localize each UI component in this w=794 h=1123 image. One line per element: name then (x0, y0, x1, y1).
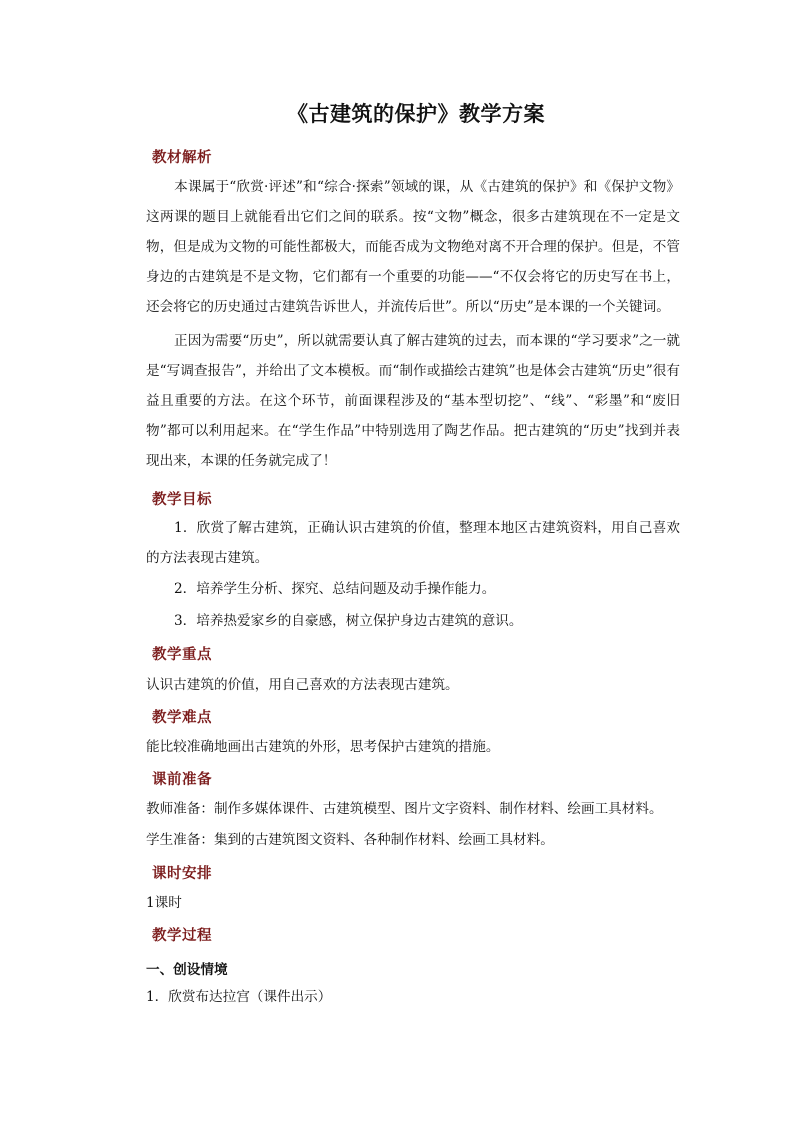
heading-prep: 课前准备 (152, 771, 212, 788)
process-item-1: 1．欣赏布达拉宫（课件出示） (146, 989, 332, 1005)
goal-item-3 (146, 606, 686, 636)
goal-item-1 (146, 513, 680, 573)
analysis-paragraph-1-text: 本课属于“欣赏·评述”和“综合·探索”领域的课，从《古建筑的保护》和《保护文物》这两课的题目上就能看出它们之间的联系。按“文物”概念，很多古建筑现在不一定是文物，但是成为文物的可能性都极大，而能否成为文物绝对离不开合理的保护。但是，不管身边的古建筑是不是文物，它们都有一个重要的功能——“不仅会将它的历史写在书上，还会将它的历史通过古建筑告诉世人，并流传后世”。所以“历史”是本课的一个关键词。 (146, 179, 680, 315)
goal-item-3-text: 3．培养热爱家乡的自豪感，树立保护身边古建筑的意识。 (174, 613, 523, 629)
prep-student: 学生准备：集到的古建筑图文资料、各种制作材料、绘画工具材料。 (146, 832, 554, 848)
heading-difficulty: 教学难点 (152, 709, 212, 726)
goal-item-2 (146, 574, 686, 604)
heading-schedule: 课时安排 (152, 865, 212, 882)
process-step-1: 一、创设情境 (146, 962, 228, 978)
prep-teacher: 教师准备：制作多媒体课件、古建筑模型、图片文字资料、制作材料、绘画工具材料。 (146, 801, 663, 817)
schedule-text: 1课时 (146, 895, 182, 911)
analysis-paragraph-1 (146, 172, 680, 322)
focus-text: 认识古建筑的价值，用自己喜欢的方法表现古建筑。 (146, 677, 459, 693)
goal-item-2-text: 2．培养学生分析、探究、总结问题及动手操作能力。 (174, 581, 496, 597)
analysis-paragraph-2-text: 正因为需要“历史”，所以就需要认真了解古建筑的过去，而本课的“学习要求”之一就是“写调查报告”，并给出了文本模板。而“制作或描绘古建筑”也是体会古建筑“历史”很有益且重要的方法。在这个环节，前面课程涉及的“基本型切挖”、“线”、“彩墨”和“废旧物”都可以利用起来。在“学生作品”中特别选用了陶艺作品。把古建筑的“历史”找到并表现出来，本课的任务就完成了！ (146, 333, 680, 469)
heading-process: 教学过程 (152, 927, 212, 944)
goal-item-1-text: 1．欣赏了解古建筑，正确认识古建筑的价值，整理本地区古建筑资料，用自己喜欢的方法表现古建筑。 (146, 520, 680, 566)
analysis-paragraph-2 (146, 326, 680, 476)
difficulty-text: 能比较准确地画出古建筑的外形，思考保护古建筑的措施。 (146, 739, 500, 755)
page-title: 《古建筑的保护》教学方案 (287, 101, 545, 126)
heading-analysis: 教材解析 (152, 149, 212, 166)
heading-goals: 教学目标 (152, 491, 212, 508)
heading-focus: 教学重点 (152, 646, 212, 663)
